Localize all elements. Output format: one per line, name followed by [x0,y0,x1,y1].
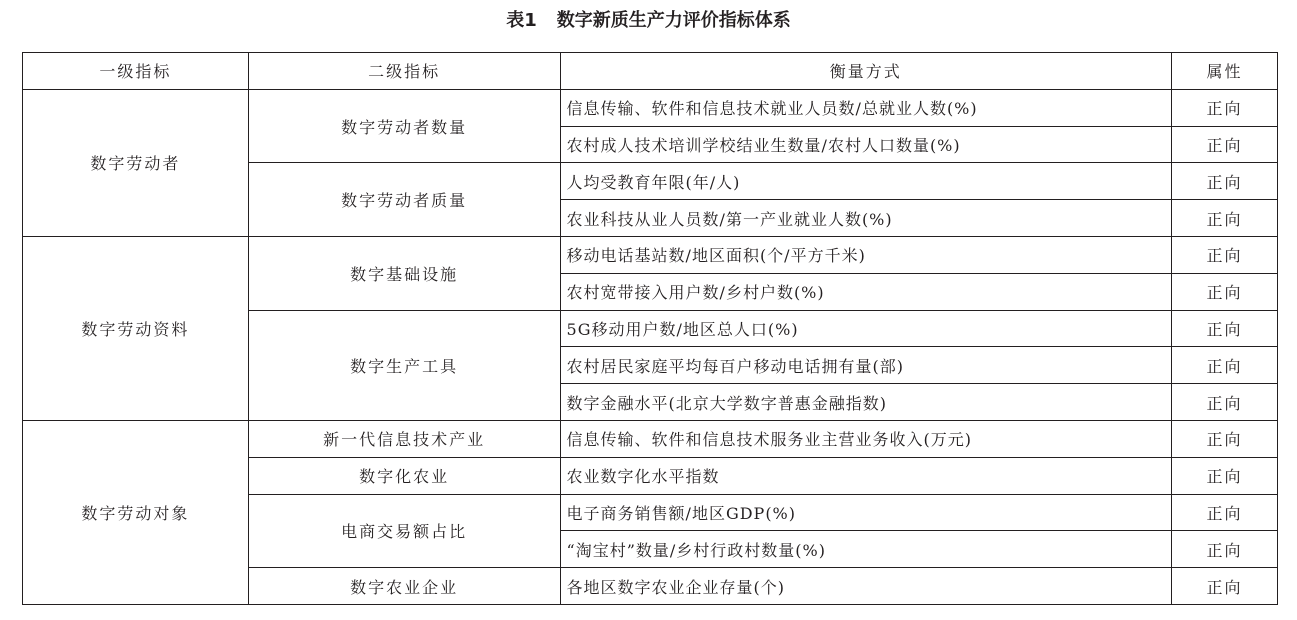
level1-cell: 数字劳动者 [23,89,249,236]
measure-cell: 数字金融水平(北京大学数字普惠金融指数) [560,384,1172,421]
attr-cell: 正向 [1172,273,1278,310]
indicator-table [22,52,1278,605]
header-cell: 属性 [1172,53,1278,90]
table-caption: 数字新质生产力评价指标体系 [556,10,791,31]
measure-cell: 5G移动用户数/地区总人口(%) [560,310,1172,347]
table-row [23,89,1278,126]
level2-cell: 新一代信息技术产业 [248,420,560,457]
measure-cell: 农村居民家庭平均每百户移动电话拥有量(部) [560,347,1172,384]
header-cell: 一级指标 [23,53,249,90]
table-number: 表1 [506,10,537,31]
table-row [23,420,1278,457]
table-row [23,236,1278,273]
attr-cell: 正向 [1172,347,1278,384]
level2-cell: 数字生产工具 [248,310,560,420]
attr-cell: 正向 [1172,531,1278,568]
table-title [0,6,1297,32]
measure-cell: 人均受教育年限(年/人) [560,163,1172,200]
attr-cell: 正向 [1172,236,1278,273]
level2-cell: 数字基础设施 [248,236,560,310]
attr-cell: 正向 [1172,494,1278,531]
attr-cell: 正向 [1172,457,1278,494]
measure-cell: “淘宝村”数量/乡村行政村数量(%) [560,531,1172,568]
level2-cell: 数字劳动者数量 [248,89,560,163]
attr-cell: 正向 [1172,200,1278,237]
level1-cell: 数字劳动资料 [23,236,249,420]
attr-cell: 正向 [1172,310,1278,347]
measure-cell: 移动电话基站数/地区面积(个/平方千米) [560,236,1172,273]
header-row [23,53,1278,90]
attr-cell: 正向 [1172,568,1278,605]
level2-cell: 数字化农业 [248,457,560,494]
header-cell: 二级指标 [248,53,560,90]
measure-cell: 各地区数字农业企业存量(个) [560,568,1172,605]
measure-cell: 电子商务销售额/地区GDP(%) [560,494,1172,531]
measure-cell: 农村成人技术培训学校结业生数量/农村人口数量(%) [560,126,1172,163]
measure-cell: 农村宽带接入用户数/乡村户数(%) [560,273,1172,310]
measure-cell: 农业数字化水平指数 [560,457,1172,494]
attr-cell: 正向 [1172,126,1278,163]
attr-cell: 正向 [1172,420,1278,457]
level2-cell: 数字农业企业 [248,568,560,605]
level2-cell: 数字劳动者质量 [248,163,560,237]
header-cell: 衡量方式 [560,53,1172,90]
attr-cell: 正向 [1172,89,1278,126]
attr-cell: 正向 [1172,384,1278,421]
attr-cell: 正向 [1172,163,1278,200]
level2-cell: 电商交易额占比 [248,494,560,568]
measure-cell: 农业科技从业人员数/第一产业就业人数(%) [560,200,1172,237]
measure-cell: 信息传输、软件和信息技术服务业主营业务收入(万元) [560,420,1172,457]
measure-cell: 信息传输、软件和信息技术就业人员数/总就业人数(%) [560,89,1172,126]
level1-cell: 数字劳动对象 [23,420,249,604]
